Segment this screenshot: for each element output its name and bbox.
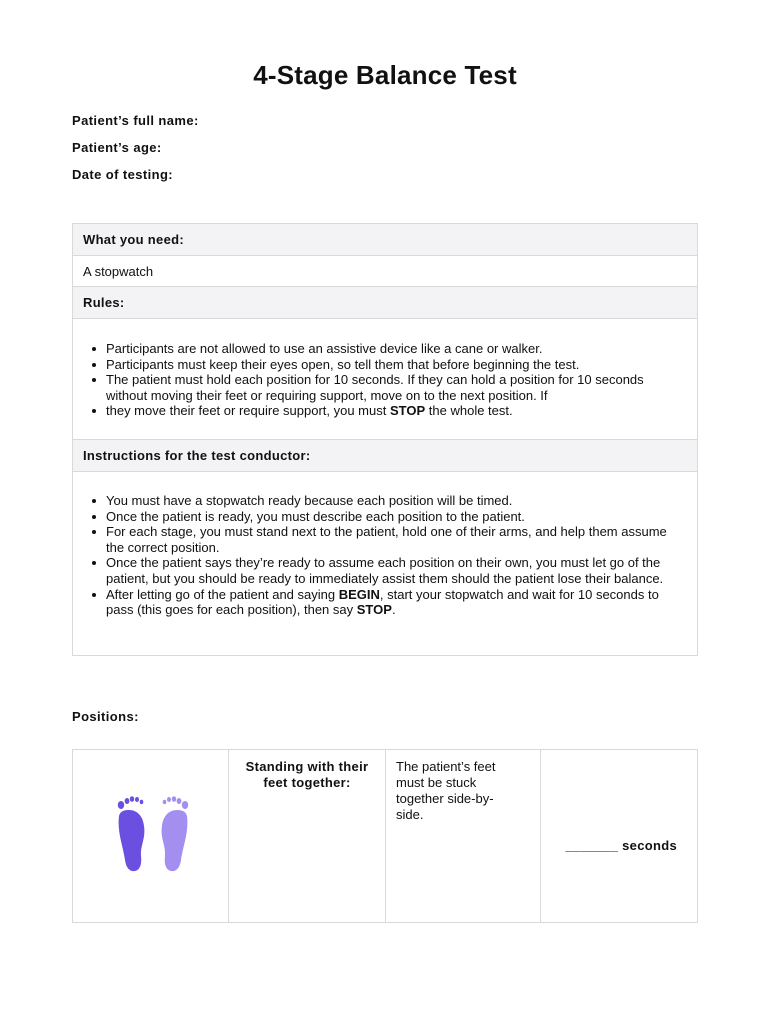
left-foot-icon (118, 796, 145, 871)
what-you-need-item: A stopwatch (73, 256, 697, 287)
rule-item (106, 403, 697, 419)
position-row (72, 749, 698, 923)
instruction-item: For each stage, you must stand next to the patient, hold one of their arms, and help them assume the correct position. (106, 524, 697, 555)
position-name-cell: Standing with their feet together: (229, 750, 386, 922)
rule-text: the whole test. (428, 403, 513, 419)
position-time-cell (541, 750, 697, 922)
page-title: 4-Stage Balance Test (253, 60, 517, 90)
position-description-cell: The patient’s feet must be stuck together side-by-side. (386, 750, 541, 922)
positions-heading: Positions: (72, 709, 139, 724)
info-table (72, 223, 698, 656)
patient-age-label: Patient’s age: (72, 140, 162, 155)
rules-list-cell (73, 319, 697, 440)
instruction-text: . (391, 602, 396, 618)
rules-header: Rules: (73, 287, 697, 319)
feet-together-icon (113, 790, 203, 880)
instruction-item: Once the patient is ready, you must describe each position to the patient. (106, 509, 697, 525)
rule-item: The patient must hold each position for 10 seconds. If they can hold a position for 10 seconds without moving their feet or requiring support, move on to the next position. If (106, 372, 697, 403)
instruction-text: , start your stopwatch and wait for 10 seconds to pass (this goes for each position), then say (106, 586, 659, 618)
instruction-item: Once the patient says they’re ready to assume each position on their own, you must let go of the patient, but you should be ready to immediately assist them should the patient lose their balance. (106, 555, 697, 586)
stop-emphasis: STOP (356, 602, 392, 618)
instruction-text: After letting go of the patient and saying (106, 586, 336, 602)
rule-item: Participants are not allowed to use an assistive device like a cane or walker. (106, 341, 697, 357)
rule-text: they move their feet or require support, you must (106, 403, 387, 419)
patient-name-label: Patient’s full name: (72, 113, 199, 128)
instruction-item (106, 587, 697, 618)
stop-emphasis: STOP (389, 403, 426, 419)
instructions-list-cell (73, 472, 697, 655)
position-image-cell (73, 750, 229, 922)
seconds-blank-field[interactable]: _______ seconds (565, 838, 677, 853)
right-foot-icon (162, 796, 189, 871)
instructions-header: Instructions for the test conductor: (73, 440, 697, 472)
begin-emphasis: BEGIN (338, 586, 380, 602)
rule-item: Participants must keep their eyes open, so tell them that before beginning the test. (106, 357, 697, 373)
what-you-need-header: What you need: (73, 224, 697, 256)
instruction-item: You must have a stopwatch ready because each position will be timed. (106, 493, 697, 509)
date-of-testing-label: Date of testing: (72, 167, 174, 182)
